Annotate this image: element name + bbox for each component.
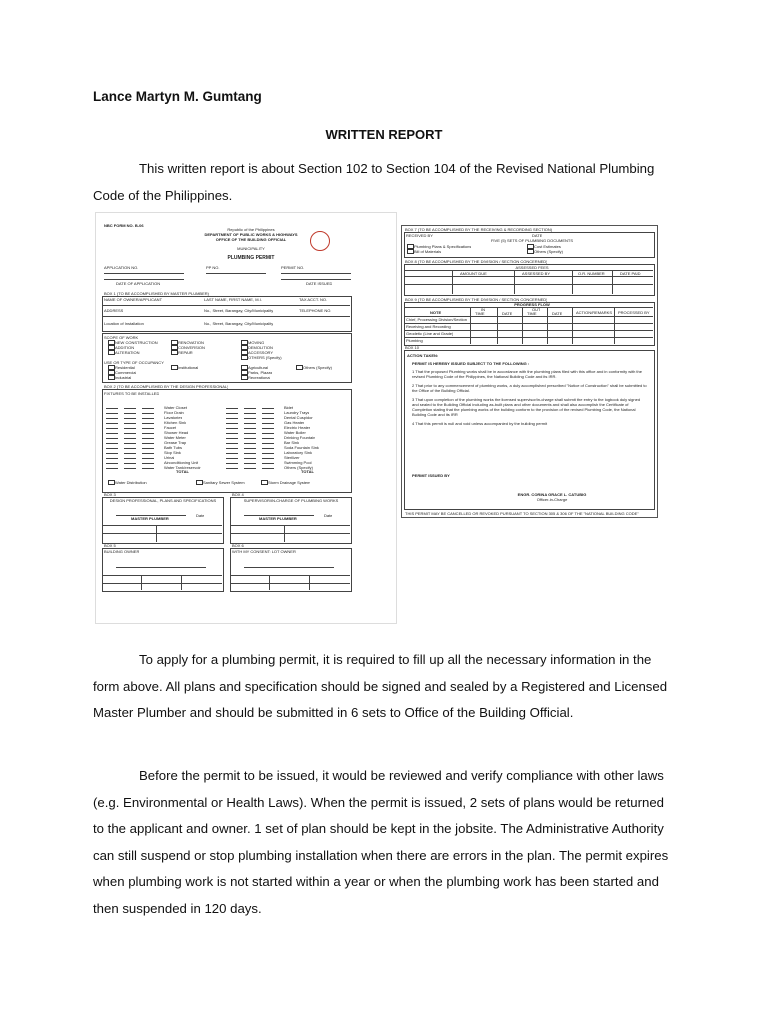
fixture-blank	[244, 418, 256, 419]
fixture-blank	[262, 448, 274, 449]
fixture-blank	[262, 408, 274, 409]
note-label: NOTE	[430, 310, 442, 315]
fixture-blank	[106, 418, 118, 419]
conditions-list	[412, 369, 647, 426]
use-item: Residential	[115, 365, 135, 370]
scope-item: ADDITION	[115, 345, 135, 350]
storm-label: Storm Drainage System	[268, 480, 311, 485]
report-title: WRITTEN REPORT	[325, 127, 443, 142]
fixture-blank	[262, 418, 274, 419]
fixture-label: Water Tank/reservoir	[164, 465, 201, 470]
fixture-blank	[142, 423, 154, 424]
form-number: NBC FORM NO. B-06	[104, 223, 144, 228]
fixture-label: Slop Sink	[164, 450, 181, 455]
box6-label: BOX 6	[232, 543, 244, 548]
fixture-blank	[244, 468, 256, 469]
fixture-blank	[142, 443, 154, 444]
fixture-blank	[226, 468, 238, 469]
owner-label: NAME OF OWNER/APPLICANT	[104, 297, 163, 302]
assessed-by-label: ASSESSED BY	[522, 271, 551, 276]
condition-item: 2 That prior to any commencement of plumbing works, a duly accomplished prescribed "Notice of Construction" shall be submitted to the Office of the Building Official.	[412, 383, 647, 393]
address-label: ADDRESS	[104, 308, 124, 313]
date-paid-label: DATE PAID	[620, 271, 641, 276]
flow-row: Chief, Processing Division/Section	[406, 317, 467, 322]
fixture-blank	[142, 453, 154, 454]
scope-item: CONVERSION	[178, 345, 205, 350]
fixture-label: Water Boiler	[284, 430, 306, 435]
fixture-blank	[124, 463, 136, 464]
use-item: Recreational	[248, 375, 271, 380]
fixture-blank	[244, 428, 256, 429]
fixture-label: Water Closet	[164, 405, 187, 410]
date-label-in: DATE	[502, 311, 513, 316]
fixture-blank	[124, 453, 136, 454]
cost-item: Cost Estimates	[534, 244, 561, 249]
fixture-blank	[226, 453, 238, 454]
or-number-label: O.R. NUMBER	[578, 271, 605, 276]
fixture-blank	[106, 428, 118, 429]
paragraph-3: Before the permit to be issued, it would be reviewed and verify compliance with other laws (e.g. Environmental or Health Laws). When the permit is issued, 2 sets of plans would be returned to the applicant and owner. 1 set of plan should be kept in the jobsite. The Administrative Authority can still suspend or stop plumbing installation when there are errors in the plan. The permit expires when plumbing work is not started within a year or when the plumbing work has been started and then suspended in 120 days.	[93, 768, 669, 916]
box3-label: BOX 3	[104, 492, 116, 497]
fixture-blank	[262, 453, 274, 454]
fixture-blank	[124, 448, 136, 449]
fixture-blank	[106, 448, 118, 449]
fixture-label: Bar Sink	[284, 440, 300, 445]
scope-label: SCOPE OF WORK	[104, 335, 139, 340]
fixture-blank	[124, 408, 136, 409]
fixture-label: Dental Cuspidor	[284, 415, 313, 420]
fixture-blank	[244, 448, 256, 449]
fixture-blank	[142, 458, 154, 459]
water-dist-label: Water Distribution	[115, 480, 147, 485]
fixture-blank	[244, 453, 256, 454]
stamp-icon	[310, 231, 330, 251]
use-item: Parks, Plazas	[248, 370, 273, 375]
fixture-blank	[244, 423, 256, 424]
fixture-label: Lavatories	[164, 415, 183, 420]
fixture-blank	[142, 448, 154, 449]
scope-item: OTHERS (Specify)	[248, 355, 282, 360]
fixture-blank	[226, 433, 238, 434]
box9-label: BOX 9 (TO BE ACCOMPLISHED BY THE DIVISION / SECTION CONCERNED)	[405, 297, 548, 302]
five-sets-label: FIVE (5) SETS OF PLUMBING DOCUMENTS	[490, 238, 573, 243]
time-label-2: TIME	[527, 311, 537, 316]
fixture-label: Sterilizer	[284, 455, 300, 460]
footer-note: THIS PERMIT MAY BE CANCELLED OR REVOKED PURSUANT TO SECTION 305 & 306 OF THE "NATIONAL BUILDING CODE"	[405, 511, 639, 516]
application-no: APPLICATION NO.	[104, 265, 139, 270]
box10-label: BOX 10	[405, 345, 420, 350]
date-label-2: Date	[324, 513, 333, 518]
fixture-blank	[106, 408, 118, 409]
sanitary-label: Sanitary Sewer System	[203, 480, 245, 485]
fixture-blank	[124, 458, 136, 459]
plumbing-permit-form-image	[95, 212, 397, 624]
fixture-blank	[262, 443, 274, 444]
fixture-blank	[226, 428, 238, 429]
fixture-blank	[244, 413, 256, 414]
location-label: Location of Installation	[104, 321, 144, 326]
scope-item: ACCESSORY	[248, 350, 274, 355]
fixture-blank	[226, 458, 238, 459]
date-label-out: DATE	[552, 311, 563, 316]
fixture-blank	[244, 433, 256, 434]
master-plumber-label: MASTER PLUMBER	[131, 516, 169, 521]
fixture-blank	[244, 408, 256, 409]
fixture-label: Gas Heater	[284, 420, 305, 425]
permit-paragraph	[93, 763, 678, 922]
box3-title: DESIGN PROFESSIONAL, PLANS AND SPECIFICATIONS	[109, 498, 217, 503]
fixture-blank	[142, 433, 154, 434]
in-label: IN	[481, 307, 485, 312]
amount-due-label: AMOUNT DUE	[460, 271, 487, 276]
officer-name: ENGR. CORINA GRACE L. CATUBIG	[517, 492, 587, 497]
department-label: DEPARTMENT OF PUBLIC WORKS & HIGHWAYS	[204, 232, 298, 237]
fixtures-label: FIXTURES TO BE INSTALLED	[104, 391, 160, 396]
total-label: TOTAL	[176, 469, 189, 474]
fixture-label: Swimming Pool	[284, 460, 312, 465]
fixture-blank	[106, 458, 118, 459]
flow-row: Geodetic (Line and Grade)	[406, 331, 454, 336]
fixture-blank	[124, 423, 136, 424]
master-plumber-label-2: MASTER PLUMBER	[259, 516, 297, 521]
plumbing-permit-back-form-image	[401, 225, 658, 518]
fixture-blank	[226, 463, 238, 464]
fixture-blank	[106, 463, 118, 464]
tax-acct-label: TAX ACCT. NO.	[299, 297, 328, 302]
time-label-1: TIME	[475, 311, 485, 316]
use-item: Others (Specify)	[303, 365, 332, 370]
fixture-label: Airconditioning Unit	[164, 460, 199, 465]
fixture-label: Urinal	[164, 455, 175, 460]
condition-item: 3 That upon completion of the plumbing works the licensed supervisor/in-charge shall submit the entry to the logbook duly signed and sealed to the Building Official including as-built plans and other documents and shall also accomplish the Certificate of Completion stating that the plumbing works of the building conform to the provision of the revised Plumbing Code, the National Building Code and its IRR	[412, 397, 641, 417]
fixture-blank	[262, 463, 274, 464]
date-of-application: DATE OF APPLICATION	[116, 281, 161, 286]
use-item: Agricultural	[248, 365, 269, 370]
box8-label: BOX 8 (TO BE ACCOMPLISHED BY THE DIVISION / SECTION CONCERNED)	[405, 259, 548, 264]
street-label-2: No., Street, Barangay, City/Municipality	[204, 321, 274, 326]
permit-title: PLUMBING PERMIT	[227, 255, 275, 261]
office-label: OFFICE OF THE BUILDING OFFICIAL	[215, 237, 287, 242]
progress-flow-label: PROGRESS FLOW	[514, 302, 550, 307]
action-taken-label: ACTION TAKEN:	[407, 353, 439, 358]
fixture-blank	[106, 423, 118, 424]
fixture-blank	[262, 458, 274, 459]
fixture-label: Laboratory Sink	[284, 450, 313, 455]
date-label: Date	[196, 513, 205, 518]
fixture-blank	[226, 438, 238, 439]
fixture-label: Soda Fountain Sink	[284, 445, 319, 450]
plans-item: Plumbing Plans & Specifications	[414, 244, 472, 249]
total-label-right: TOTAL	[301, 469, 314, 474]
fixture-label: Drinking Fountain	[284, 435, 316, 440]
fixture-label: Floor Drain	[164, 410, 184, 415]
box4-title: SUPERVISOR/IN-CHARGE OF PLUMBING WORKS	[243, 498, 339, 503]
fixture-blank	[142, 438, 154, 439]
permit-no: PERMIT NO.	[281, 265, 305, 270]
fixture-label: Bath Tubs	[164, 445, 183, 450]
use-item: Commercial	[115, 370, 137, 375]
fixture-blank	[106, 413, 118, 414]
fixture-blank	[262, 413, 274, 414]
fixture-blank	[244, 458, 256, 459]
fixture-label: Shower Head	[164, 430, 189, 435]
fixture-blank	[142, 428, 154, 429]
scope-item: NEW CONSTRUCTION	[115, 340, 158, 345]
bill-item: Bill of Materials	[414, 249, 442, 254]
action-remarks-label: ACTION/REMARKS	[576, 310, 613, 315]
others-item: Others (Specify)	[534, 249, 563, 254]
paragraph-1: This written report is about Section 102 to Section 104 of the Revised National Plumbing Code of the Philippines.	[93, 161, 655, 203]
fixture-blank	[142, 418, 154, 419]
paragraph-2: To apply for a plumbing permit, it is required to fill up all the necessary information in the form above. All plans and specification should be signed and sealed by a Registered and Licensed Master Plumber and should be submitted in 6 sets to Office of the Building Official.	[93, 652, 668, 720]
box2-label: BOX 2 (TO BE ACCOMPLISHED BY THE DESIGN PROFESSIONAL)	[104, 384, 229, 389]
fixture-blank	[226, 448, 238, 449]
fixture-blank	[106, 433, 118, 434]
condition-item: 4 That this permit is null and void unless accompanied by the building permit	[412, 421, 548, 426]
date-issued: DATE ISSUED	[306, 281, 333, 286]
fixture-blank	[262, 433, 274, 434]
telephone-label: TELEPHONE NO.	[299, 308, 332, 313]
fixture-label: Grease Trap	[164, 440, 187, 445]
application-paragraph	[93, 647, 678, 727]
fixture-blank	[124, 418, 136, 419]
flow-row: Receiving and Recording	[406, 324, 451, 329]
fixture-blank	[142, 468, 154, 469]
processed-by-label: PROCESSED BY	[618, 310, 650, 315]
fixture-blank	[106, 468, 118, 469]
use-label: USE OR TYPE OF OCCUPANCY	[104, 360, 164, 365]
fixture-blank	[244, 463, 256, 464]
fixture-blank	[106, 453, 118, 454]
fixture-blank	[262, 468, 274, 469]
box4-label: BOX 4	[232, 492, 244, 497]
box7-label: BOX 7 (TO BE ACCOMPLISHED BY THE RECEIVING & RECORDING SECTION)	[405, 227, 553, 232]
fixture-label: Kitchen Sink	[164, 420, 187, 425]
republic-label: Republic of the Philippines	[227, 227, 275, 232]
condition-item: 1 That the proposed Plumbing works shall be in accordance with the plumbing plans filed with this office and in conformity with the revised Plumbing Code of the Philippines, the National Building Code and its IRR.	[412, 369, 642, 379]
use-item: Industrial	[115, 375, 132, 380]
fixture-blank	[124, 413, 136, 414]
scope-item: RENOVATION	[178, 340, 204, 345]
fixture-blank	[142, 413, 154, 414]
use-item: Institutional	[178, 365, 199, 370]
fixture-label: Others (Specify)	[284, 465, 313, 470]
fixture-label: Faucet	[164, 425, 177, 430]
fixture-blank	[124, 468, 136, 469]
fixture-blank	[244, 443, 256, 444]
fixture-blank	[142, 463, 154, 464]
fixture-blank	[244, 438, 256, 439]
scope-item: DEMOLITION	[248, 345, 273, 350]
scope-item: ALTERATION	[115, 350, 140, 355]
fixture-blank	[106, 443, 118, 444]
fixture-blank	[262, 423, 274, 424]
fixture-blank	[124, 433, 136, 434]
author-name: Lance Martyn M. Gumtang	[93, 89, 262, 104]
fixture-label: Bidet	[284, 405, 294, 410]
subject-label: PERMIT IS HEREBY ISSUED SUBJECT TO THE FOLLOWING :	[412, 361, 530, 366]
scope-item: MOVING	[248, 340, 265, 345]
box5-label: BOX 5	[104, 543, 116, 548]
fixture-blank	[124, 438, 136, 439]
pp-no: PP NO.	[206, 265, 220, 270]
fixture-blank	[262, 438, 274, 439]
fixture-blank	[262, 428, 274, 429]
received-by-label: RECEIVED BY	[406, 233, 433, 238]
street-label: No., Street, Barangay, City/Municipality	[204, 308, 274, 313]
box1-label: BOX 1 (TO BE ACCOMPLISHED BY MASTER PLUMBER)	[104, 291, 209, 296]
fixture-label: Electric Heater	[284, 425, 311, 430]
municipality-label: MUNICIPALITY	[237, 246, 265, 251]
officer-title: Officer-in-Charge	[536, 497, 568, 502]
fixture-blank	[226, 423, 238, 424]
fixture-blank	[226, 413, 238, 414]
fixture-blank	[124, 428, 136, 429]
fixture-blank	[124, 443, 136, 444]
fixture-blank	[226, 443, 238, 444]
fixture-blank	[142, 408, 154, 409]
fixture-blank	[226, 418, 238, 419]
intro-paragraph	[93, 156, 678, 209]
assessed-fees-label: ASSESSED FEES	[515, 265, 549, 270]
date-label-r: DATE	[532, 233, 543, 238]
last-first-label: LAST NAME, FIRST NAME, M.I.	[204, 297, 262, 302]
fixture-blank	[226, 408, 238, 409]
fixture-label: Water Meter	[164, 435, 186, 440]
lot-owner-label: WITH MY CONSENT: LOT OWNER	[232, 549, 296, 554]
permit-issued-by-label: PERMIT ISSUED BY	[412, 473, 450, 478]
flow-row: Plumbing	[406, 338, 423, 343]
fixture-label: Laundry Trays	[284, 410, 310, 415]
fixture-blank	[106, 438, 118, 439]
out-label: OUT	[532, 307, 541, 312]
scope-item: REPAIR	[178, 350, 193, 355]
building-owner-label: BUILDING OWNER	[104, 549, 140, 554]
